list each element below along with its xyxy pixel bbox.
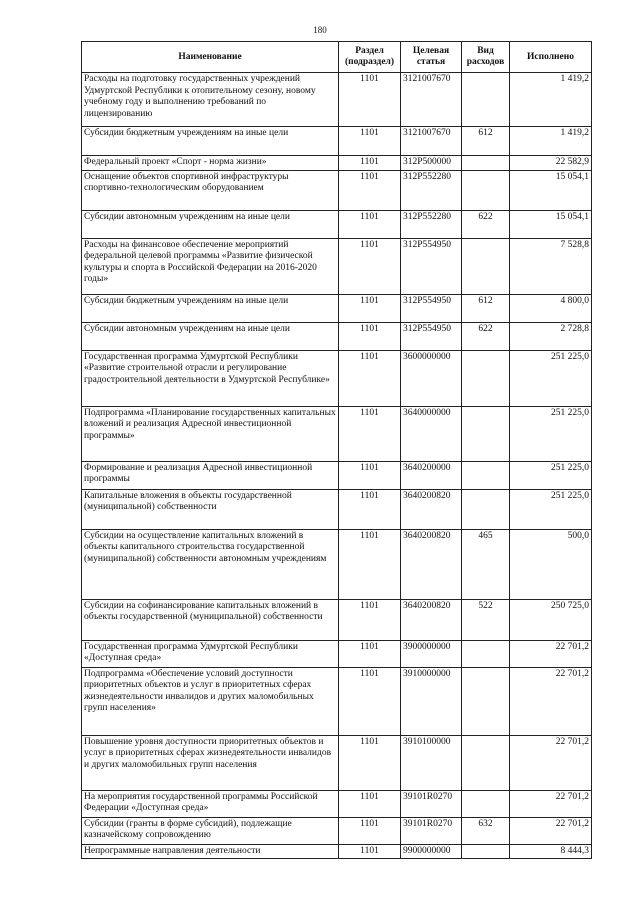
table-row [82,489,592,529]
row-name: Субсидии на софинансирование капитальных вложений в объекты государственной (муниципальной) собственности [82,599,339,640]
row-name: На мероприятия государственной программы Российской Федерации «Доступная среда» [82,790,339,817]
row-section: 1101 [339,461,401,489]
row-name: Субсидии на осуществление капитальных вложений в объекты капитального строительства государственной (муниципальной) собственности автономным учреждениям [82,529,339,599]
row-target: 3640200820 [401,599,462,640]
row-name: Оснащение объектов спортивной инфраструктуры спортивно-технологическим оборудованием [82,170,339,210]
table-row [82,73,592,127]
row-amount: 22 582,9 [510,156,592,171]
row-kind: 612 [462,294,510,322]
header-amount: Исполнено [510,42,592,73]
row-amount: 1 419,2 [510,73,592,127]
row-target: 312P552280 [401,210,462,238]
table-row [82,127,592,156]
row-section: 1101 [339,817,401,844]
row-amount: 22 701,2 [510,790,592,817]
table-row [82,461,592,489]
row-amount: 500,0 [510,529,592,599]
row-kind [462,350,510,406]
table-row [82,156,592,171]
row-kind [462,170,510,210]
row-amount: 8 444,3 [510,844,592,859]
row-amount: 251 225,0 [510,489,592,529]
row-kind [462,844,510,859]
row-amount: 22 701,2 [510,667,592,735]
row-kind: 632 [462,817,510,844]
row-section: 1101 [339,844,401,859]
row-kind: 612 [462,127,510,156]
row-target: 3640200000 [401,461,462,489]
row-kind: 522 [462,599,510,640]
row-section: 1101 [339,529,401,599]
page-number: 180 [313,25,327,35]
row-amount: 15 054,1 [510,170,592,210]
table-row [82,790,592,817]
row-name: Субсидии (гранты в форме субсидий), подлежащие казначейскому сопровождению [82,817,339,844]
row-kind [462,156,510,171]
table-row [82,817,592,844]
row-name: Формирование и реализация Адресной инвестиционной программы [82,461,339,489]
row-kind: 622 [462,210,510,238]
row-section: 1101 [339,322,401,350]
row-amount: 251 225,0 [510,350,592,406]
table-row [82,406,592,461]
row-name: Расходы на подготовку государственных учреждений Удмуртской Республики к отопительному сезону, новому учебному году и выполнению требований по лицензированию [82,73,339,127]
row-target: 39101R0270 [401,790,462,817]
row-section: 1101 [339,238,401,294]
row-amount: 22 701,2 [510,817,592,844]
row-section: 1101 [339,170,401,210]
row-section: 1101 [339,156,401,171]
row-name: Субсидии автономным учреждениям на иные цели [82,210,339,238]
table-row [82,667,592,735]
row-target: 39101R0270 [401,817,462,844]
row-section: 1101 [339,735,401,790]
row-name: Капитальные вложения в объекты государственной (муниципальной) собственности [82,489,339,529]
row-kind [462,406,510,461]
row-target: 3910100000 [401,735,462,790]
row-kind: 622 [462,322,510,350]
row-amount: 4 800,0 [510,294,592,322]
header-kind: Вид расходов [462,42,510,73]
row-section: 1101 [339,667,401,735]
row-name: Подпрограмма «Обеспечение условий доступности приоритетных объектов и услуг в приоритетных сферах жизнедеятельности инвалидов и других маломобильных групп населения» [82,667,339,735]
row-amount: 1 419,2 [510,127,592,156]
row-target: 3910000000 [401,667,462,735]
row-section: 1101 [339,790,401,817]
row-target: 312P552280 [401,170,462,210]
row-amount: 22 701,2 [510,735,592,790]
table-row [82,238,592,294]
row-kind [462,790,510,817]
table-row [82,844,592,859]
row-target: 9900000000 [401,844,462,859]
row-name: Повышение уровня доступности приоритетных объектов и услуг в приоритетных сферах жизнедеятельности инвалидов и других маломобильных групп населения [82,735,339,790]
row-target: 3121007670 [401,127,462,156]
row-name: Государственная программа Удмуртской Республики «Развитие строительной отрасли и регулирование градостроительной деятельности в Удмуртской Республике» [82,350,339,406]
row-section: 1101 [339,294,401,322]
row-section: 1101 [339,489,401,529]
row-amount: 7 528,8 [510,238,592,294]
row-name: Федеральный проект «Спорт - норма жизни» [82,156,339,171]
header-name: Наименование [82,42,339,73]
row-kind [462,238,510,294]
row-target: 3900000000 [401,640,462,667]
row-kind [462,489,510,529]
table-row [82,210,592,238]
row-kind [462,640,510,667]
row-target: 312P554950 [401,294,462,322]
row-section: 1101 [339,640,401,667]
row-section: 1101 [339,350,401,406]
row-kind [462,735,510,790]
table-row [82,599,592,640]
row-kind: 465 [462,529,510,599]
row-name: Подпрограмма «Планирование государственных капитальных вложений и реализация Адресной инвестиционной программы» [82,406,339,461]
row-target: 3600000000 [401,350,462,406]
row-section: 1101 [339,406,401,461]
table-row [82,350,592,406]
row-name: Субсидии бюджетным учреждениям на иные цели [82,127,339,156]
row-target: 312P554950 [401,322,462,350]
table-row [82,735,592,790]
row-section: 1101 [339,599,401,640]
row-name: Государственная программа Удмуртской Республики «Доступная среда» [82,640,339,667]
table-header-row [82,42,592,73]
row-section: 1101 [339,127,401,156]
row-section: 1101 [339,73,401,127]
row-target: 3640200820 [401,489,462,529]
row-kind [462,461,510,489]
table-row [82,170,592,210]
row-kind [462,667,510,735]
row-name: Субсидии автономным учреждениям на иные цели [82,322,339,350]
row-amount: 2 728,8 [510,322,592,350]
row-target: 3640200820 [401,529,462,599]
row-section: 1101 [339,210,401,238]
row-amount: 251 225,0 [510,461,592,489]
table-row [82,294,592,322]
header-section: Раздел (подраздел) [339,42,401,73]
table-row [82,640,592,667]
row-amount: 22 701,2 [510,640,592,667]
row-name: Непрограммные направления деятельности [82,844,339,859]
row-kind [462,73,510,127]
row-target: 3121007670 [401,73,462,127]
budget-table [81,41,592,859]
row-target: 312P554950 [401,238,462,294]
table-row [82,529,592,599]
header-target: Целевая статья [401,42,462,73]
row-target: 3640000000 [401,406,462,461]
row-amount: 250 725,0 [510,599,592,640]
row-name: Субсидии бюджетным учреждениям на иные цели [82,294,339,322]
row-target: 312P500000 [401,156,462,171]
row-name: Расходы на финансовое обеспечение мероприятий федеральной целевой программы «Развитие физической культуры и спорта в Российской Федерации на 2016-2020 годы» [82,238,339,294]
row-amount: 15 054,1 [510,210,592,238]
row-amount: 251 225,0 [510,406,592,461]
table-row [82,322,592,350]
